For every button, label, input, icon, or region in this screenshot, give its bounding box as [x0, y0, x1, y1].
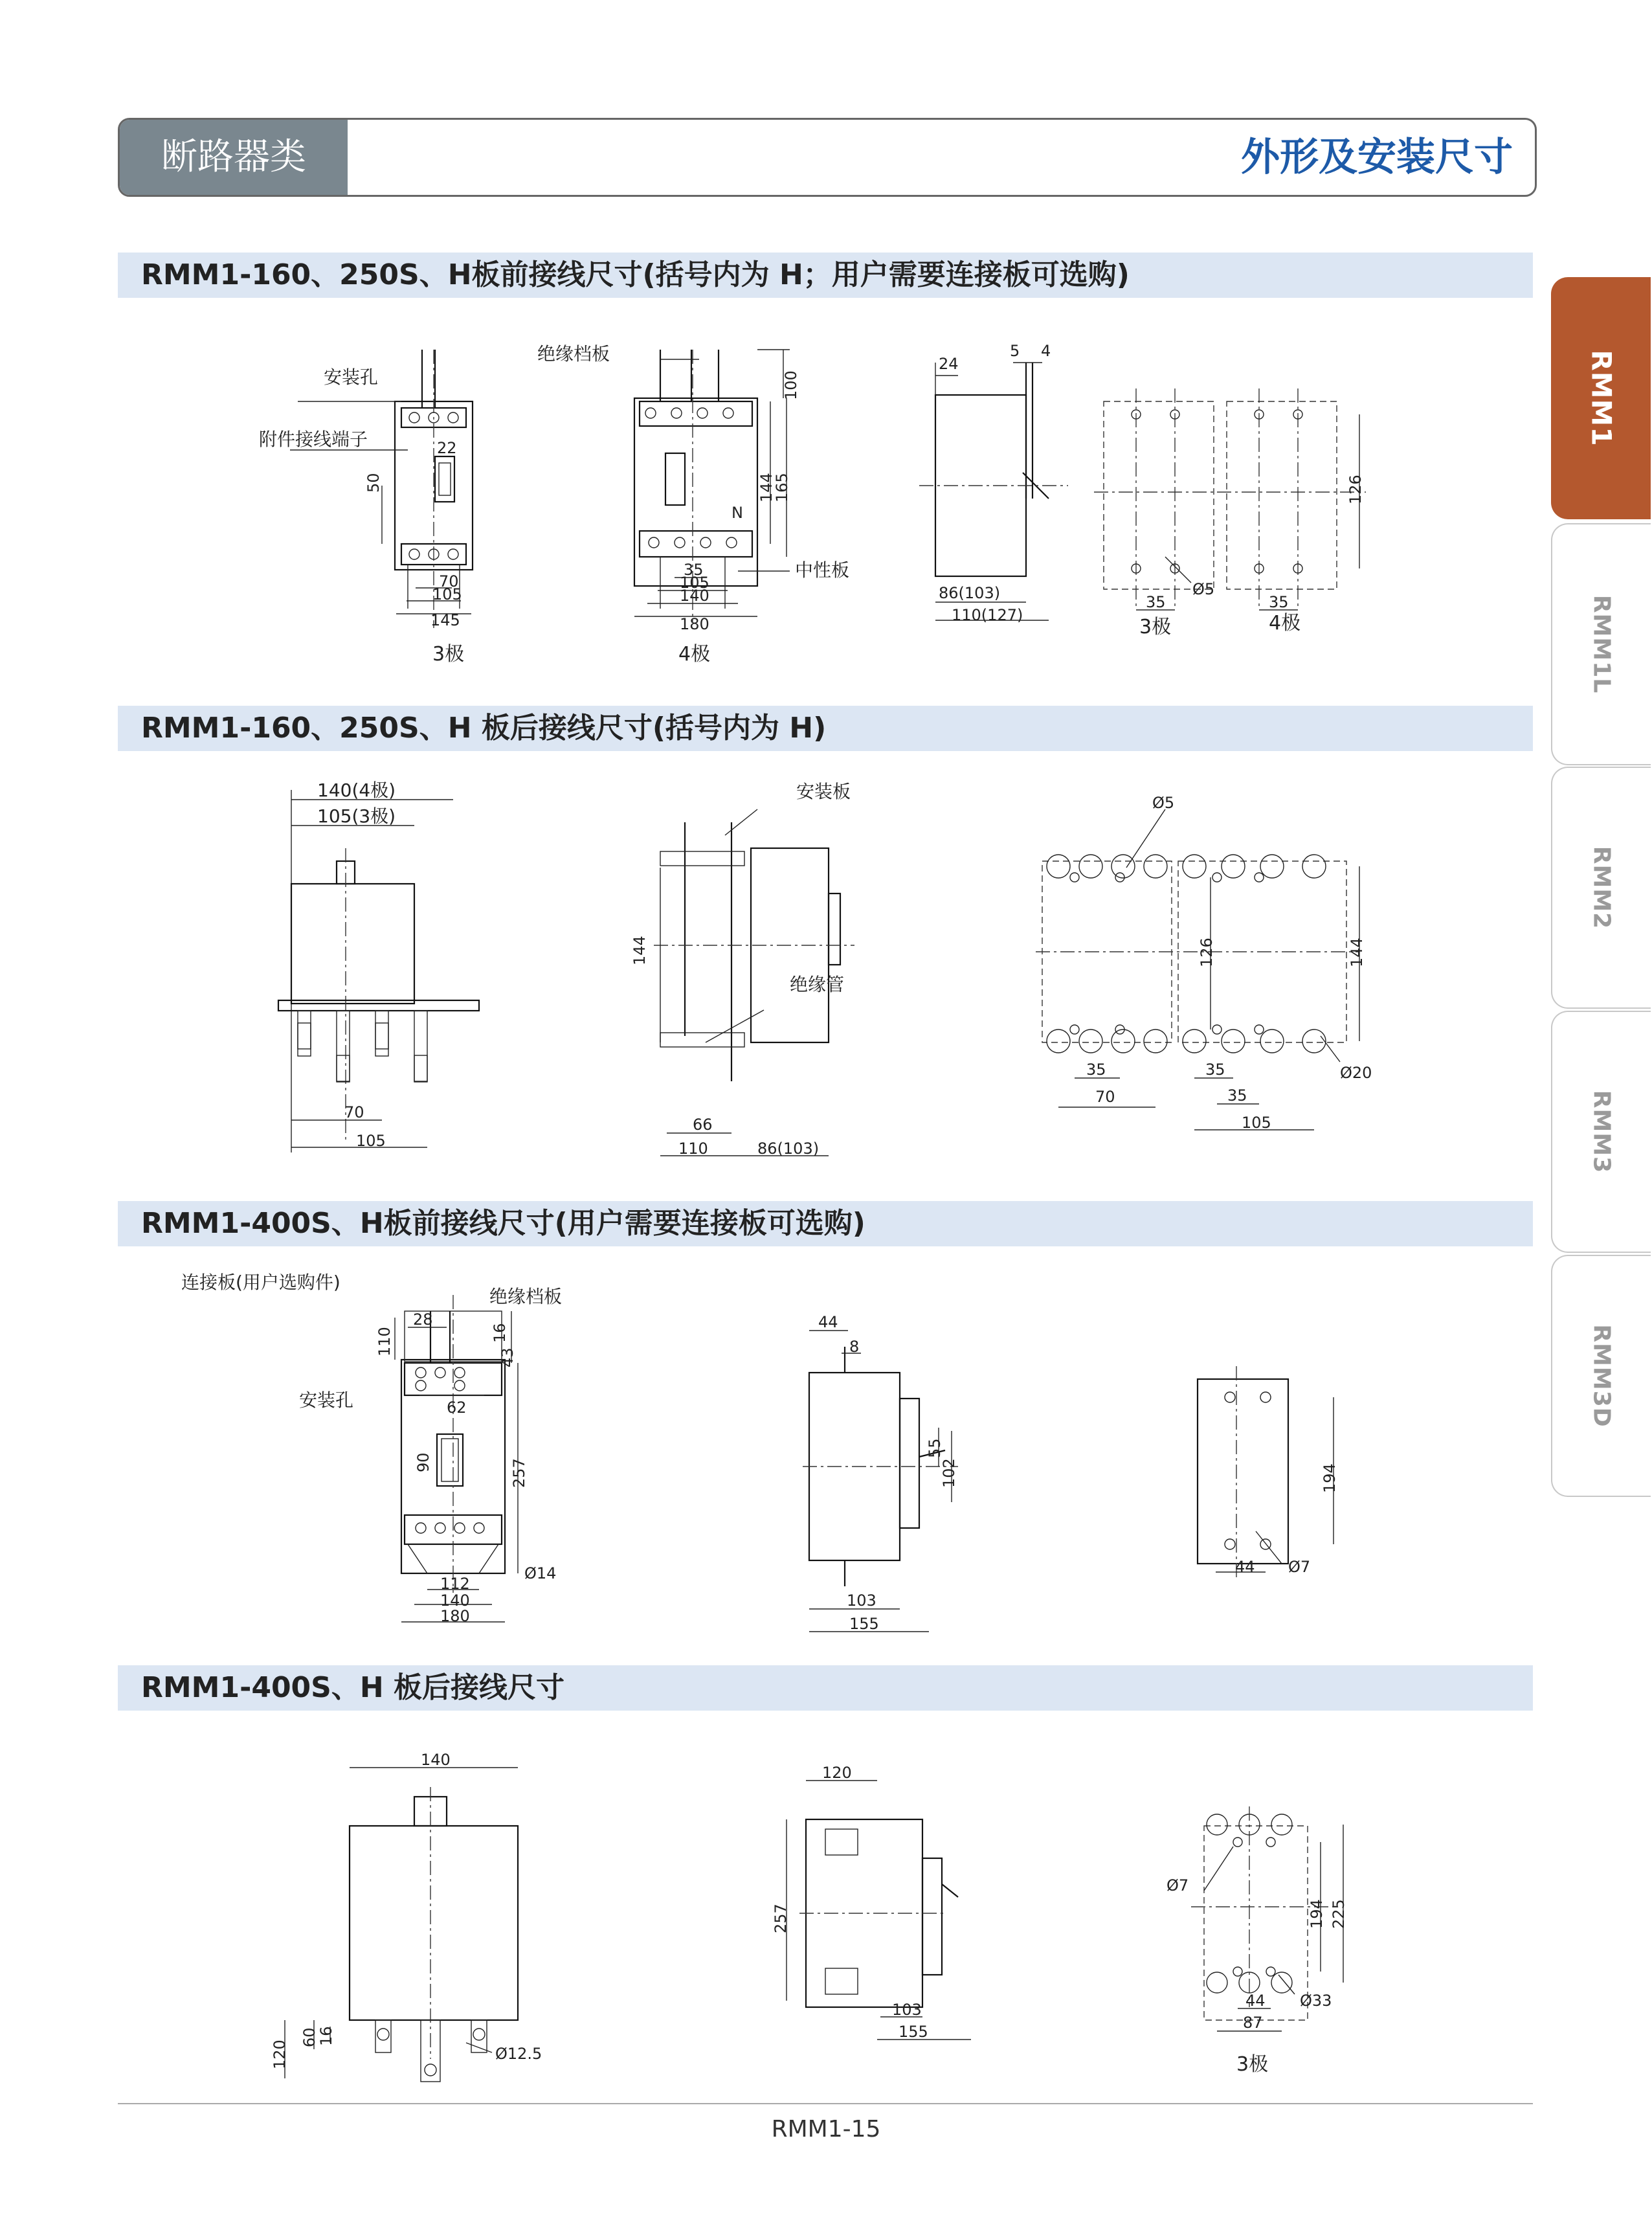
label-accessory-terminal: 附件接线端子 [259, 429, 368, 450]
dim-102: 102 [940, 1458, 958, 1488]
label-mount-hole: 安装孔 [324, 366, 379, 388]
dim-105: 105 [1242, 1114, 1271, 1132]
caption-4pole: 4极 [678, 643, 711, 666]
dim-87: 87 [1243, 2014, 1263, 2032]
dim-112: 112 [440, 1575, 470, 1593]
dim-28: 28 [413, 1310, 433, 1329]
dim-16: 16 [317, 2026, 335, 2046]
label-link-plate: 连接板(用户选购件) [181, 1272, 340, 1293]
dim-140: 140 [680, 587, 709, 605]
dim-194: 194 [1321, 1463, 1339, 1493]
dim-35: 35 [684, 561, 704, 579]
page-header [118, 118, 1537, 197]
dim-155: 155 [849, 1615, 879, 1633]
dim-90: 90 [414, 1452, 432, 1472]
dim-hole-5: Ø5 [1192, 580, 1215, 598]
dim-35-3pole: 35 [1146, 593, 1166, 611]
dim-70: 70 [1095, 1088, 1115, 1106]
dim-24: 24 [939, 355, 959, 373]
label-insulation-barrier: 绝缘档板 [537, 343, 610, 365]
section-bar-3 [118, 1201, 1533, 1246]
tab-label: RMM3D [1588, 1324, 1615, 1428]
dim-35-4pole: 35 [1269, 593, 1289, 611]
s1-side-view-drawing [919, 337, 1088, 647]
tab-label: RMM3 [1588, 1090, 1615, 1174]
s2-panel-cutout-drawing [1036, 790, 1398, 1165]
dim-60: 60 [300, 2027, 318, 2047]
dim-194: 194 [1308, 1899, 1326, 1929]
dim-hole-12-5: Ø12.5 [495, 2045, 542, 2063]
tab-rmm3[interactable] [1551, 1011, 1651, 1253]
dim-62: 62 [447, 1399, 467, 1417]
dim-hole-14: Ø14 [524, 1564, 557, 1582]
dim-50: 50 [364, 473, 383, 493]
s1-mounting-holes-drawing [1094, 363, 1431, 647]
dim-225: 225 [1330, 1899, 1348, 1929]
label-insulation-barrier: 绝缘档板 [489, 1286, 563, 1307]
section-bar-2 [118, 706, 1533, 751]
dim-hole-7: Ø7 [1166, 1876, 1189, 1894]
dim-180: 180 [680, 615, 709, 633]
dim-140: 140 [440, 1591, 470, 1610]
dim-5: 5 [1010, 342, 1020, 360]
dim-44: 44 [1245, 1992, 1266, 2010]
dim-144: 144 [1348, 938, 1366, 967]
caption-3pole: 3极 [1139, 616, 1172, 638]
category-label: 断路器类 [120, 120, 348, 195]
section-title: RMM1-400S、H 板后接线尺寸 [141, 1671, 565, 1704]
s4-side-drawing [764, 1761, 984, 2065]
dim-70: 70 [439, 572, 459, 590]
dim-hole-20: Ø20 [1340, 1064, 1372, 1082]
dim-145: 145 [430, 611, 460, 629]
tab-label: RMM1 [1585, 350, 1618, 447]
dim-103: 103 [892, 2001, 922, 2019]
dim-140-4pole: 140(4极) [317, 780, 396, 801]
dim-22: 22 [437, 439, 457, 457]
caption-4pole: 4极 [1269, 612, 1301, 635]
label-mount-hole: 安装孔 [299, 1389, 354, 1411]
dim-35-4pole-a: 35 [1205, 1061, 1225, 1079]
tab-label: RMM1L [1588, 594, 1615, 694]
section-title: RMM1-160、250S、H 板后接线尺寸(括号内为 H) [141, 712, 827, 745]
s4-panel-cutout-drawing [1165, 1800, 1379, 2085]
page-title: 外形及安装尺寸 [1241, 135, 1513, 180]
section-bar-1 [118, 253, 1533, 298]
tab-label: RMM2 [1588, 846, 1615, 930]
dim-86-103: 86(103) [939, 584, 1001, 602]
s3-front-drawing [175, 1269, 602, 1638]
s1-front-3pole-drawing [246, 337, 518, 673]
dim-4: 4 [1041, 342, 1051, 360]
dim-110: 110 [375, 1327, 394, 1356]
dim-70: 70 [344, 1103, 364, 1121]
label-mounting-plate: 安装板 [796, 781, 851, 802]
section-bar-4 [118, 1665, 1533, 1711]
dim-44: 44 [1235, 1558, 1255, 1576]
s2-rear-side-drawing [621, 770, 893, 1172]
footer-divider [118, 2103, 1533, 2104]
dim-hole-7: Ø7 [1288, 1558, 1311, 1576]
dim-103: 103 [847, 1591, 876, 1610]
dim-155: 155 [899, 2023, 928, 2041]
tab-rmm1[interactable] [1551, 277, 1651, 519]
dim-43: 43 [498, 1347, 517, 1367]
s2-rear-view-drawing [272, 777, 492, 1178]
dim-100: 100 [782, 370, 800, 400]
s4-rear-view-drawing [272, 1748, 544, 2085]
page-number: RMM1-15 [771, 2116, 881, 2142]
dim-35-3pole: 35 [1086, 1061, 1106, 1079]
dim-105: 105 [356, 1132, 386, 1150]
dim-180: 180 [440, 1607, 470, 1625]
dim-110: 110 [678, 1140, 708, 1158]
dim-35-4pole-b: 35 [1227, 1086, 1247, 1105]
dim-44: 44 [818, 1313, 838, 1331]
dim-105-3pole: 105(3极) [317, 805, 396, 827]
dim-257: 257 [772, 1904, 790, 1933]
dim-120: 120 [822, 1764, 852, 1782]
section-title: RMM1-400S、H板前接线尺寸(用户需要连接板可选购) [141, 1207, 865, 1240]
dim-8: 8 [849, 1338, 860, 1356]
dim-66: 66 [693, 1116, 713, 1134]
dim-165: 165 [773, 473, 791, 502]
dim-55: 55 [926, 1438, 944, 1458]
caption-3pole: 3极 [432, 643, 465, 666]
dim-86-103: 86(103) [757, 1140, 820, 1158]
dim-105: 105 [680, 574, 709, 592]
dim-140: 140 [421, 1751, 451, 1769]
caption-3pole: 3极 [1236, 2053, 1269, 2076]
s1-front-4pole-drawing [531, 337, 893, 673]
label-insulation-tube: 绝缘管 [790, 974, 845, 995]
dim-105: 105 [432, 585, 462, 603]
dim-126: 126 [1346, 475, 1365, 504]
dim-16: 16 [491, 1323, 509, 1343]
s3-mounting-holes-drawing [1185, 1366, 1379, 1599]
dim-144: 144 [757, 473, 776, 502]
section-title: RMM1-160、250S、H板前接线尺寸(括号内为 H；用户需要连接板可选购) [141, 258, 1130, 291]
dim-hole-33: Ø33 [1300, 1992, 1332, 2010]
s3-side-drawing [777, 1308, 997, 1645]
dim-hole-5: Ø5 [1152, 794, 1175, 812]
dim-257: 257 [510, 1458, 528, 1488]
tab-rmm1l[interactable] [1551, 523, 1651, 765]
dim-126: 126 [1198, 938, 1216, 967]
tab-rmm3d[interactable] [1551, 1255, 1651, 1497]
dim-144: 144 [631, 936, 649, 965]
dim-120: 120 [271, 2040, 289, 2069]
label-neutral-plate: 中性板 [795, 559, 850, 581]
tab-rmm2[interactable] [1551, 767, 1651, 1009]
neutral-mark-n: N [731, 504, 743, 522]
dim-110-127: 110(127) [952, 606, 1023, 624]
